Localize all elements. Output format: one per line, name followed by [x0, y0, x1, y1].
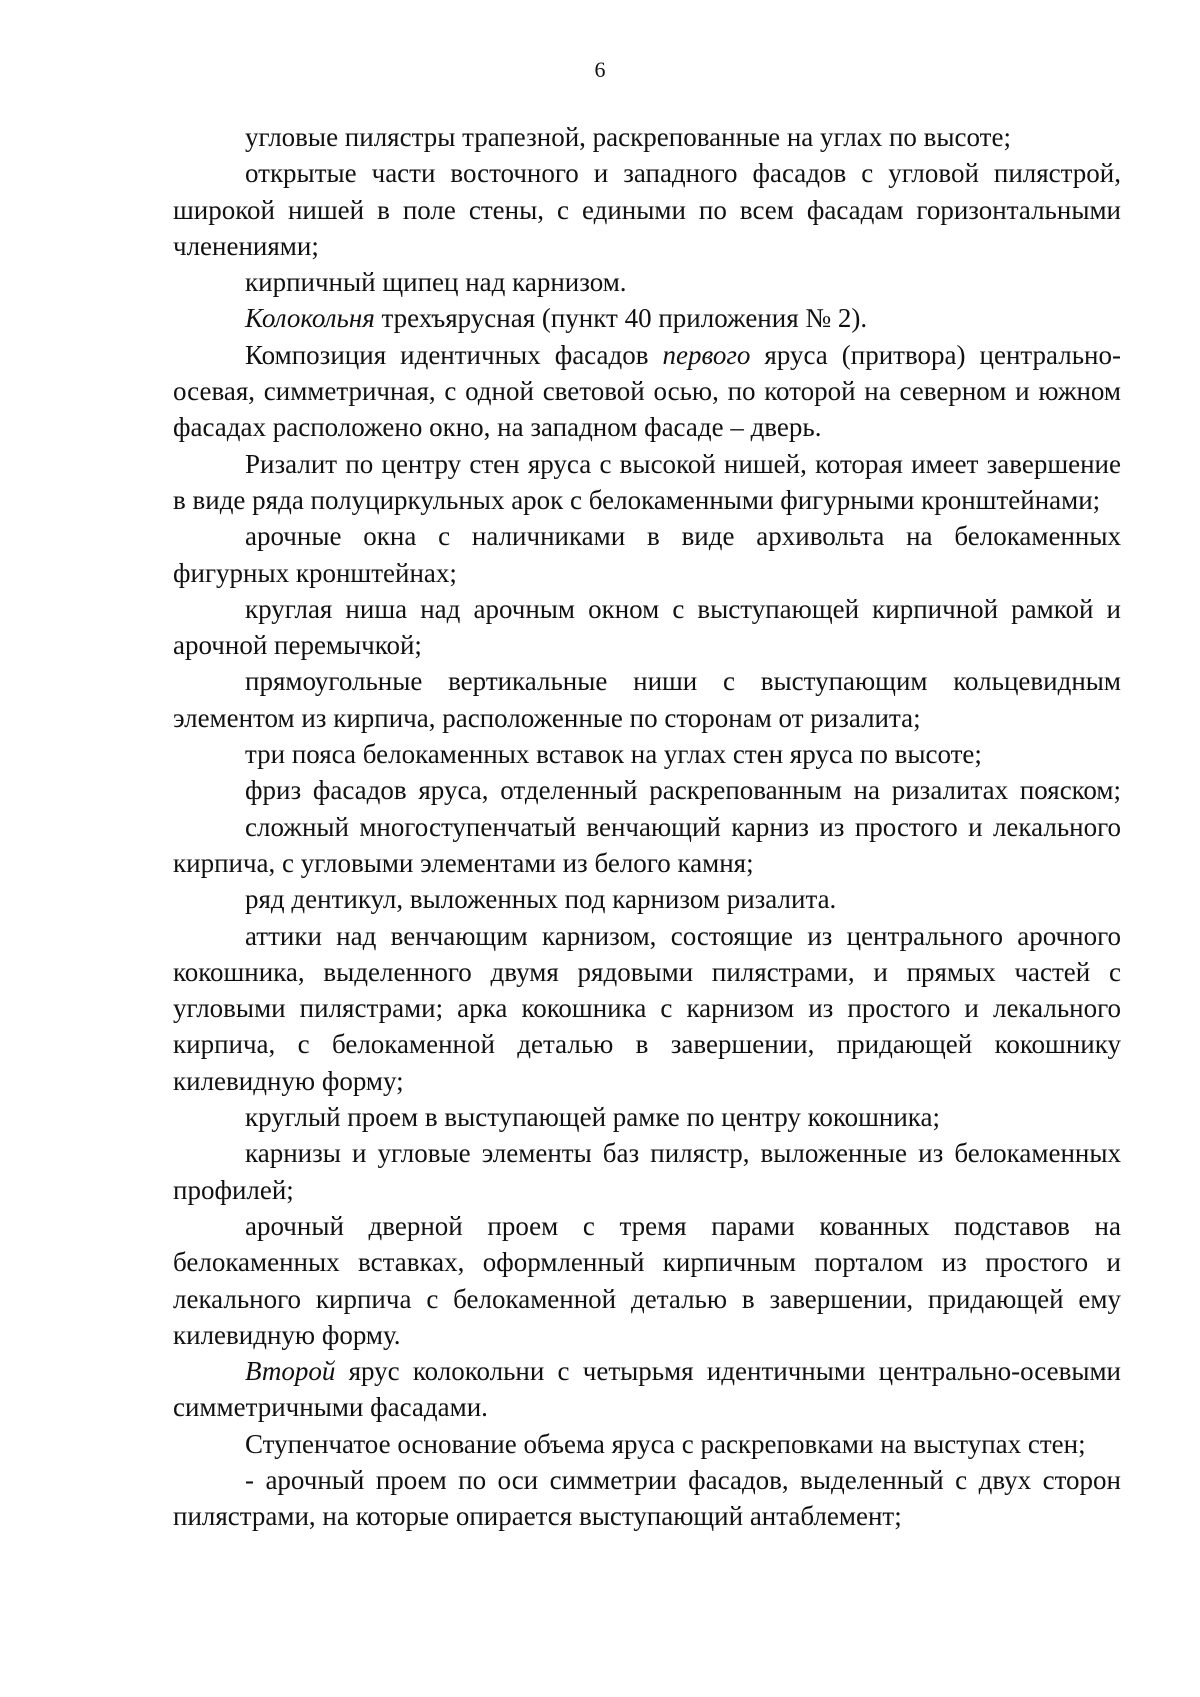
text-run: яруса (притвора) центрально-осевая, симметричная, с одной световой осью, по которой на северном и южном фасадах расположено окно, на западном фасаде – дверь. — [173, 339, 1121, 443]
paragraph — [173, 591, 1121, 664]
paragraph — [173, 155, 1121, 264]
text-run: - арочный проем по оси симметрии фасадов, выделенный с двух сторон пилястрами, на которые опирается выступающий антаблемент; — [173, 1464, 1121, 1532]
paragraph — [173, 337, 1121, 446]
text-run: Ризалит по центру стен яруса с высокой нишей, которая имеет завершение в виде ряда полуциркульных арок с белокаменными фигурными кронштейнами; — [173, 448, 1121, 515]
paragraph — [173, 1353, 1121, 1426]
italic-term: Колокольня — [245, 303, 375, 334]
italic-term: первого — [662, 339, 751, 370]
text-run: трехъярусная (пункт 40 приложения № 2). — [374, 303, 868, 334]
text-run: прямоугольные вертикальные ниши с выступающим кольцевидным элементом из кирпича, расположенные по сторонам от ризалита; — [173, 666, 1121, 733]
text-run: Композиция идентичных фасадов — [245, 339, 663, 370]
text-run: угловые пилястры трапезной, раскрепованные на углах по высоте; — [245, 122, 1011, 152]
text-run: сложный многоступенчатый венчающий карниз из простого и лекального кирпича, с угловыми элементами из белого камня; — [173, 811, 1121, 878]
text-run: три пояса белокаменных вставок на углах стен яруса по высоте; — [245, 739, 982, 770]
paragraph — [173, 663, 1121, 736]
text-run: ярус колокольни с четырьмя идентичными центрально-осевыми симметричными фасадами. — [173, 1356, 1121, 1423]
paragraph — [173, 1462, 1121, 1535]
paragraph — [173, 518, 1121, 591]
text-run: карнизы и угловые элементы баз пилястр, выложенные из белокаменных профилей; — [173, 1138, 1121, 1205]
text-run: кирпичный щипец над карнизом. — [245, 267, 627, 298]
text-run: фриз фасадов яруса, отделенный раскрепованным на ризалитах пояском; — [245, 775, 1121, 806]
text-run: арочные окна с наличниками в виде архивольта на белокаменных фигурных кронштейнах; — [173, 521, 1121, 588]
document-body — [173, 119, 1121, 1535]
italic-term: Второй — [245, 1356, 336, 1387]
page-number: 6 — [594, 57, 606, 82]
text-run: арочный дверной проем с тремя парами кованных подставов на белокаменных вставках, оформленный кирпичным порталом из простого и лекального кирпича с белокаменной деталью в завершении, придающей ему килевидную форму. — [173, 1210, 1121, 1350]
paragraph — [173, 1135, 1121, 1208]
paragraph — [173, 772, 1121, 808]
paragraph — [173, 446, 1121, 519]
paragraph — [173, 736, 1121, 772]
paragraph — [173, 1099, 1121, 1135]
text-run: открытые части восточного и западного фасадов с угловой пилястрой, широкой нишей в поле стены, с едиными по всем фасадам горизонтальными членениями; — [173, 158, 1121, 261]
paragraph — [173, 1426, 1121, 1462]
text-run: аттики над венчающим карнизом, состоящие из центрального арочного кокошника, выделенного двумя рядовыми пилястрами, и прямых частей с угловыми пилястрами; арка кокошника с карнизом из простого и лекального кирпича, с белокаменной деталью в завершении, придающей кокошнику килевидную форму; — [173, 920, 1121, 1096]
paragraph — [173, 300, 1121, 336]
paragraph — [173, 1208, 1121, 1353]
paragraph — [173, 264, 1121, 300]
text-run: Ступенчатое основание объема яруса с раскреповками на выступах стен; — [245, 1428, 1086, 1459]
text-run: ряд дентикул, выложенных под карнизом ризалита. — [245, 884, 837, 915]
paragraph — [173, 881, 1121, 917]
text-run: круглая ниша над арочным окном с выступающей кирпичной рамкой и арочной перемычкой; — [173, 593, 1121, 661]
text-run: круглый проем в выступающей рамке по центру кокошника; — [245, 1102, 940, 1133]
paragraph — [173, 918, 1121, 1099]
paragraph — [173, 809, 1121, 882]
paragraph — [173, 119, 1121, 155]
